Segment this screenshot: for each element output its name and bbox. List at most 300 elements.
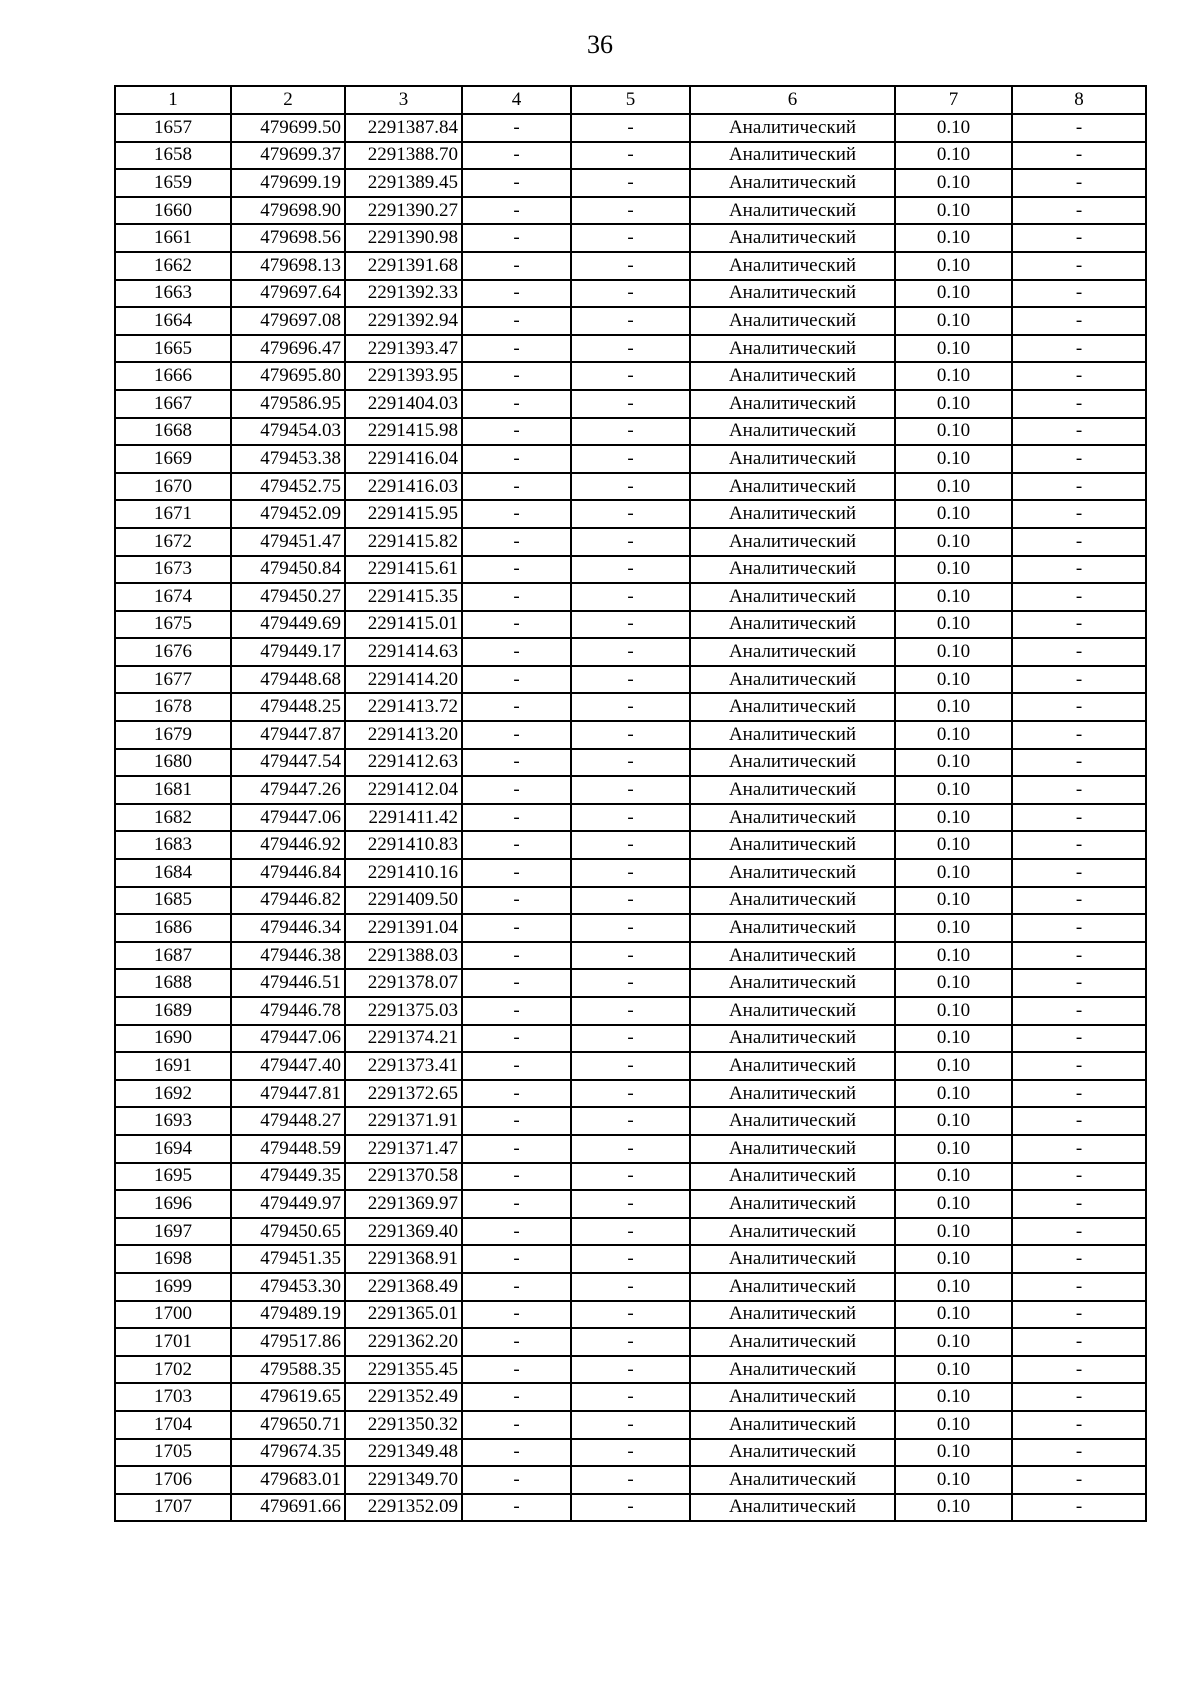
point-number-cell: 1703 [115,1383,231,1411]
col4-cell: - [462,1190,571,1218]
point-number-cell: 1684 [115,859,231,887]
x-coordinate-cell: 479453.30 [231,1273,345,1301]
y-coordinate-cell: 2291413.72 [345,693,462,721]
col4-cell: - [462,252,571,280]
col4-cell: - [462,887,571,915]
method-cell: Аналитический [690,1301,895,1329]
y-coordinate-cell: 2291415.61 [345,556,462,584]
table-row [115,693,1146,721]
point-number-cell: 1665 [115,335,231,363]
col8-cell: - [1012,749,1146,777]
method-cell: Аналитический [690,1025,895,1053]
x-coordinate-cell: 479447.54 [231,749,345,777]
method-cell: Аналитический [690,500,895,528]
method-cell: Аналитический [690,914,895,942]
accuracy-cell: 0.10 [895,969,1012,997]
table-row [115,114,1146,142]
y-coordinate-cell: 2291415.95 [345,500,462,528]
table-row [115,914,1146,942]
x-coordinate-cell: 479698.56 [231,224,345,252]
method-cell: Аналитический [690,556,895,584]
col4-cell: - [462,1383,571,1411]
col5-cell: - [571,335,690,363]
table-row [115,583,1146,611]
table-row [115,1383,1146,1411]
y-coordinate-cell: 2291414.20 [345,666,462,694]
col8-cell: - [1012,721,1146,749]
table-row [115,721,1146,749]
table-row [115,638,1146,666]
col8-cell: - [1012,556,1146,584]
point-number-cell: 1683 [115,831,231,859]
col8-cell: - [1012,280,1146,308]
y-coordinate-cell: 2291404.03 [345,390,462,418]
x-coordinate-cell: 479451.47 [231,528,345,556]
method-cell: Аналитический [690,583,895,611]
method-cell: Аналитический [690,1356,895,1384]
col4-cell: - [462,1411,571,1439]
accuracy-cell: 0.10 [895,887,1012,915]
col4-cell: - [462,1466,571,1494]
y-coordinate-cell: 2291389.45 [345,169,462,197]
col5-cell: - [571,556,690,584]
accuracy-cell: 0.10 [895,942,1012,970]
column-header: 3 [345,86,462,114]
point-number-cell: 1705 [115,1439,231,1467]
accuracy-cell: 0.10 [895,914,1012,942]
col4-cell: - [462,1135,571,1163]
accuracy-cell: 0.10 [895,997,1012,1025]
y-coordinate-cell: 2291415.35 [345,583,462,611]
col4-cell: - [462,914,571,942]
col4-cell: - [462,280,571,308]
x-coordinate-cell: 479446.92 [231,831,345,859]
point-number-cell: 1678 [115,693,231,721]
point-number-cell: 1695 [115,1163,231,1191]
col5-cell: - [571,280,690,308]
table-row [115,887,1146,915]
y-coordinate-cell: 2291368.49 [345,1273,462,1301]
table-row [115,528,1146,556]
x-coordinate-cell: 479448.59 [231,1135,345,1163]
x-coordinate-cell: 479695.80 [231,362,345,390]
col8-cell: - [1012,1052,1146,1080]
col8-cell: - [1012,500,1146,528]
method-cell: Аналитический [690,666,895,694]
table-row [115,556,1146,584]
point-number-cell: 1698 [115,1245,231,1273]
point-number-cell: 1662 [115,252,231,280]
table-row [115,1163,1146,1191]
y-coordinate-cell: 2291391.04 [345,914,462,942]
point-number-cell: 1694 [115,1135,231,1163]
col5-cell: - [571,611,690,639]
col5-cell: - [571,831,690,859]
col4-cell: - [462,1494,571,1522]
col4-cell: - [462,1356,571,1384]
col5-cell: - [571,776,690,804]
accuracy-cell: 0.10 [895,1190,1012,1218]
col4-cell: - [462,997,571,1025]
col8-cell: - [1012,1218,1146,1246]
point-number-cell: 1686 [115,914,231,942]
col8-cell: - [1012,114,1146,142]
y-coordinate-cell: 2291391.68 [345,252,462,280]
col4-cell: - [462,1301,571,1329]
table-row [115,1301,1146,1329]
col4-cell: - [462,693,571,721]
y-coordinate-cell: 2291369.97 [345,1190,462,1218]
accuracy-cell: 0.10 [895,693,1012,721]
col4-cell: - [462,1107,571,1135]
col8-cell: - [1012,611,1146,639]
col5-cell: - [571,1494,690,1522]
method-cell: Аналитический [690,390,895,418]
accuracy-cell: 0.10 [895,1439,1012,1467]
coordinates-table [114,85,1147,1522]
col4-cell: - [462,1328,571,1356]
table-row [115,749,1146,777]
col5-cell: - [571,1301,690,1329]
col4-cell: - [462,114,571,142]
method-cell: Аналитический [690,1273,895,1301]
page-number: 36 [587,30,613,59]
col5-cell: - [571,693,690,721]
table-row [115,142,1146,170]
col8-cell: - [1012,307,1146,335]
x-coordinate-cell: 479447.26 [231,776,345,804]
x-coordinate-cell: 479447.87 [231,721,345,749]
table-row [115,1080,1146,1108]
col5-cell: - [571,418,690,446]
point-number-cell: 1700 [115,1301,231,1329]
y-coordinate-cell: 2291393.95 [345,362,462,390]
col5-cell: - [571,1411,690,1439]
x-coordinate-cell: 479447.06 [231,1025,345,1053]
y-coordinate-cell: 2291369.40 [345,1218,462,1246]
col5-cell: - [571,252,690,280]
y-coordinate-cell: 2291349.70 [345,1466,462,1494]
accuracy-cell: 0.10 [895,638,1012,666]
col5-cell: - [571,445,690,473]
col5-cell: - [571,638,690,666]
accuracy-cell: 0.10 [895,142,1012,170]
table-body [115,114,1146,1521]
col8-cell: - [1012,528,1146,556]
accuracy-cell: 0.10 [895,859,1012,887]
method-cell: Аналитический [690,1383,895,1411]
point-number-cell: 1675 [115,611,231,639]
accuracy-cell: 0.10 [895,169,1012,197]
x-coordinate-cell: 479454.03 [231,418,345,446]
col8-cell: - [1012,1273,1146,1301]
y-coordinate-cell: 2291387.84 [345,114,462,142]
y-coordinate-cell: 2291349.48 [345,1439,462,1467]
col4-cell: - [462,500,571,528]
column-header: 4 [462,86,571,114]
method-cell: Аналитический [690,362,895,390]
y-coordinate-cell: 2291372.65 [345,1080,462,1108]
col8-cell: - [1012,1466,1146,1494]
point-number-cell: 1657 [115,114,231,142]
table-row [115,611,1146,639]
table-row [115,1328,1146,1356]
x-coordinate-cell: 479451.35 [231,1245,345,1273]
x-coordinate-cell: 479448.27 [231,1107,345,1135]
column-header: 7 [895,86,1012,114]
method-cell: Аналитический [690,418,895,446]
y-coordinate-cell: 2291362.20 [345,1328,462,1356]
x-coordinate-cell: 479683.01 [231,1466,345,1494]
method-cell: Аналитический [690,721,895,749]
col5-cell: - [571,1052,690,1080]
col4-cell: - [462,1273,571,1301]
table-row [115,1356,1146,1384]
table-row [115,1025,1146,1053]
table-row [115,307,1146,335]
point-number-cell: 1704 [115,1411,231,1439]
accuracy-cell: 0.10 [895,528,1012,556]
method-cell: Аналитический [690,473,895,501]
y-coordinate-cell: 2291365.01 [345,1301,462,1329]
table-row [115,831,1146,859]
col8-cell: - [1012,638,1146,666]
point-number-cell: 1673 [115,556,231,584]
col8-cell: - [1012,693,1146,721]
point-number-cell: 1682 [115,804,231,832]
method-cell: Аналитический [690,528,895,556]
point-number-cell: 1659 [115,169,231,197]
method-cell: Аналитический [690,831,895,859]
table-row [115,169,1146,197]
col4-cell: - [462,224,571,252]
col5-cell: - [571,1245,690,1273]
col5-cell: - [571,1218,690,1246]
table-row [115,252,1146,280]
method-cell: Аналитический [690,307,895,335]
method-cell: Аналитический [690,1245,895,1273]
col8-cell: - [1012,1494,1146,1522]
col8-cell: - [1012,1328,1146,1356]
col4-cell: - [462,362,571,390]
y-coordinate-cell: 2291393.47 [345,335,462,363]
col8-cell: - [1012,1135,1146,1163]
col5-cell: - [571,1328,690,1356]
point-number-cell: 1676 [115,638,231,666]
method-cell: Аналитический [690,445,895,473]
method-cell: Аналитический [690,1107,895,1135]
table-row [115,1190,1146,1218]
col4-cell: - [462,804,571,832]
point-number-cell: 1664 [115,307,231,335]
y-coordinate-cell: 2291415.82 [345,528,462,556]
x-coordinate-cell: 479447.06 [231,804,345,832]
col4-cell: - [462,1080,571,1108]
accuracy-cell: 0.10 [895,749,1012,777]
accuracy-cell: 0.10 [895,666,1012,694]
col4-cell: - [462,831,571,859]
col4-cell: - [462,556,571,584]
y-coordinate-cell: 2291371.91 [345,1107,462,1135]
col5-cell: - [571,887,690,915]
accuracy-cell: 0.10 [895,473,1012,501]
y-coordinate-cell: 2291352.49 [345,1383,462,1411]
col8-cell: - [1012,445,1146,473]
col4-cell: - [462,776,571,804]
table-row [115,280,1146,308]
col4-cell: - [462,583,571,611]
y-coordinate-cell: 2291373.41 [345,1052,462,1080]
col5-cell: - [571,804,690,832]
point-number-cell: 1663 [115,280,231,308]
x-coordinate-cell: 479447.40 [231,1052,345,1080]
col8-cell: - [1012,1163,1146,1191]
x-coordinate-cell: 479586.95 [231,390,345,418]
accuracy-cell: 0.10 [895,1301,1012,1329]
col5-cell: - [571,1135,690,1163]
col5-cell: - [571,390,690,418]
x-coordinate-cell: 479699.50 [231,114,345,142]
method-cell: Аналитический [690,114,895,142]
table-row [115,224,1146,252]
col8-cell: - [1012,169,1146,197]
col8-cell: - [1012,1025,1146,1053]
point-number-cell: 1674 [115,583,231,611]
col5-cell: - [571,1025,690,1053]
x-coordinate-cell: 479446.34 [231,914,345,942]
y-coordinate-cell: 2291413.20 [345,721,462,749]
accuracy-cell: 0.10 [895,804,1012,832]
accuracy-cell: 0.10 [895,1383,1012,1411]
table-row [115,776,1146,804]
col5-cell: - [571,1190,690,1218]
accuracy-cell: 0.10 [895,1245,1012,1273]
col5-cell: - [571,307,690,335]
col5-cell: - [571,1163,690,1191]
point-number-cell: 1685 [115,887,231,915]
col5-cell: - [571,1383,690,1411]
y-coordinate-cell: 2291378.07 [345,969,462,997]
table-row [115,1411,1146,1439]
table-row [115,1494,1146,1522]
table-row [115,804,1146,832]
method-cell: Аналитический [690,611,895,639]
y-coordinate-cell: 2291416.03 [345,473,462,501]
x-coordinate-cell: 479448.25 [231,693,345,721]
col8-cell: - [1012,335,1146,363]
table-row [115,335,1146,363]
col4-cell: - [462,197,571,225]
x-coordinate-cell: 479697.64 [231,280,345,308]
x-coordinate-cell: 479446.82 [231,887,345,915]
col4-cell: - [462,942,571,970]
table-row [115,362,1146,390]
x-coordinate-cell: 479698.13 [231,252,345,280]
col8-cell: - [1012,1383,1146,1411]
y-coordinate-cell: 2291374.21 [345,1025,462,1053]
accuracy-cell: 0.10 [895,831,1012,859]
col8-cell: - [1012,362,1146,390]
y-coordinate-cell: 2291390.98 [345,224,462,252]
table-header-row [115,86,1146,114]
table-row [115,1135,1146,1163]
y-coordinate-cell: 2291390.27 [345,197,462,225]
method-cell: Аналитический [690,1080,895,1108]
point-number-cell: 1677 [115,666,231,694]
point-number-cell: 1668 [115,418,231,446]
col8-cell: - [1012,252,1146,280]
accuracy-cell: 0.10 [895,114,1012,142]
col5-cell: - [571,1273,690,1301]
method-cell: Аналитический [690,942,895,970]
method-cell: Аналитический [690,169,895,197]
col5-cell: - [571,1356,690,1384]
table-row [115,942,1146,970]
point-number-cell: 1702 [115,1356,231,1384]
col8-cell: - [1012,914,1146,942]
col5-cell: - [571,666,690,694]
accuracy-cell: 0.10 [895,362,1012,390]
y-coordinate-cell: 2291410.16 [345,859,462,887]
point-number-cell: 1681 [115,776,231,804]
method-cell: Аналитический [690,1163,895,1191]
x-coordinate-cell: 479691.66 [231,1494,345,1522]
col5-cell: - [571,859,690,887]
col4-cell: - [462,1025,571,1053]
x-coordinate-cell: 479453.38 [231,445,345,473]
col5-cell: - [571,197,690,225]
method-cell: Аналитический [690,638,895,666]
col4-cell: - [462,528,571,556]
method-cell: Аналитический [690,859,895,887]
point-number-cell: 1679 [115,721,231,749]
accuracy-cell: 0.10 [895,1356,1012,1384]
table-row [115,969,1146,997]
col4-cell: - [462,445,571,473]
col5-cell: - [571,721,690,749]
x-coordinate-cell: 479449.69 [231,611,345,639]
point-number-cell: 1697 [115,1218,231,1246]
col4-cell: - [462,1439,571,1467]
x-coordinate-cell: 479449.97 [231,1190,345,1218]
accuracy-cell: 0.10 [895,197,1012,225]
table-row [115,1245,1146,1273]
accuracy-cell: 0.10 [895,776,1012,804]
y-coordinate-cell: 2291388.70 [345,142,462,170]
x-coordinate-cell: 479450.27 [231,583,345,611]
method-cell: Аналитический [690,1411,895,1439]
col8-cell: - [1012,997,1146,1025]
col5-cell: - [571,583,690,611]
table-row [115,1107,1146,1135]
table-row [115,859,1146,887]
method-cell: Аналитический [690,1135,895,1163]
col5-cell: - [571,914,690,942]
accuracy-cell: 0.10 [895,556,1012,584]
point-number-cell: 1669 [115,445,231,473]
point-number-cell: 1687 [115,942,231,970]
method-cell: Аналитический [690,997,895,1025]
method-cell: Аналитический [690,1328,895,1356]
y-coordinate-cell: 2291392.94 [345,307,462,335]
col5-cell: - [571,224,690,252]
y-coordinate-cell: 2291352.09 [345,1494,462,1522]
col8-cell: - [1012,1356,1146,1384]
point-number-cell: 1693 [115,1107,231,1135]
point-number-cell: 1692 [115,1080,231,1108]
point-number-cell: 1690 [115,1025,231,1053]
column-header: 8 [1012,86,1146,114]
